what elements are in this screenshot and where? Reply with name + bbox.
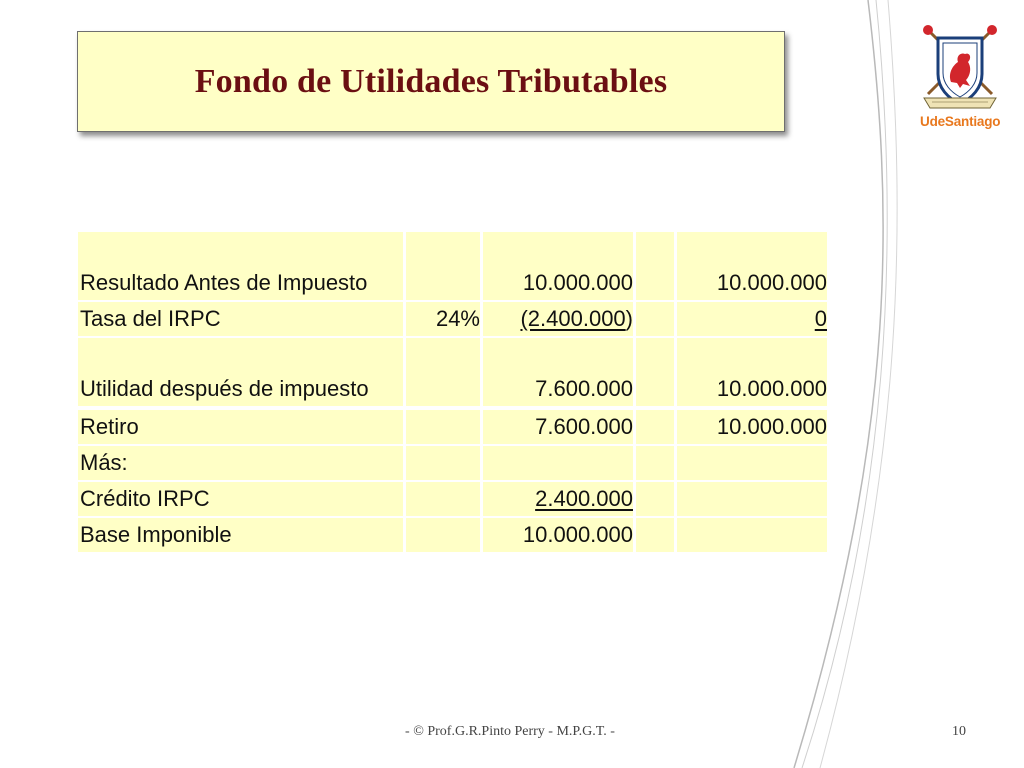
amount-cell-b <box>677 302 827 336</box>
amount-cell-a: 7.600.000 <box>483 338 633 406</box>
amount-closing-paren: ) <box>625 306 633 331</box>
title-box <box>77 31 785 132</box>
table-row <box>78 338 827 406</box>
rate-cell <box>406 410 480 444</box>
amount-cell-b <box>677 446 827 480</box>
amount-cell-b <box>677 518 827 552</box>
amount-cell-a <box>483 482 633 516</box>
rate-cell <box>406 338 480 406</box>
row-label: Base Imponible <box>78 518 403 552</box>
table-row <box>78 302 827 336</box>
row-label: Resultado Antes de Impuesto <box>78 232 403 300</box>
table-row <box>78 518 827 552</box>
amount-cell-b: 10.000.000 <box>677 232 827 300</box>
spacer-cell <box>636 446 674 480</box>
amount-value: (2.400.000 <box>520 306 626 331</box>
rate-cell: 24% <box>406 302 480 336</box>
amount-cell-b <box>677 482 827 516</box>
row-label: Tasa del IRPC <box>78 302 403 336</box>
table-row <box>78 446 827 480</box>
amount-cell-b: 10.000.000 <box>677 338 827 406</box>
rate-cell <box>406 518 480 552</box>
amount-cell-a: 10.000.000 <box>483 232 633 300</box>
rate-cell <box>406 232 480 300</box>
row-label: Utilidad después de impuesto <box>78 338 403 406</box>
row-label: Más: <box>78 446 403 480</box>
row-label: Retiro <box>78 410 403 444</box>
footer-credit: - © Prof.G.R.Pinto Perry - M.P.G.T. - <box>405 724 615 739</box>
table-row <box>78 232 827 300</box>
spacer-cell <box>636 410 674 444</box>
row-label: Crédito IRPC <box>78 482 403 516</box>
spacer-cell <box>636 232 674 300</box>
slide-title: Fondo de Utilidades Tributables <box>194 62 668 100</box>
university-logo-text: UdeSantiago <box>920 114 1001 129</box>
amount-cell-a: 7.600.000 <box>483 410 633 444</box>
amount-cell-a: 10.000.000 <box>483 518 633 552</box>
spacer-cell <box>636 302 674 336</box>
amount-cell-a <box>483 302 633 336</box>
rate-cell <box>406 446 480 480</box>
amount-value: 0 <box>814 306 827 331</box>
spacer-cell <box>636 482 674 516</box>
fut-table <box>75 228 830 554</box>
page-number: 10 <box>952 724 966 739</box>
rate-cell <box>406 482 480 516</box>
amount-value: 2.400.000 <box>535 486 633 511</box>
spacer-cell <box>636 338 674 406</box>
amount-cell-a <box>483 446 633 480</box>
spacer-cell <box>636 518 674 552</box>
amount-cell-b: 10.000.000 <box>677 410 827 444</box>
table-row <box>78 410 827 444</box>
table-row <box>78 482 827 516</box>
